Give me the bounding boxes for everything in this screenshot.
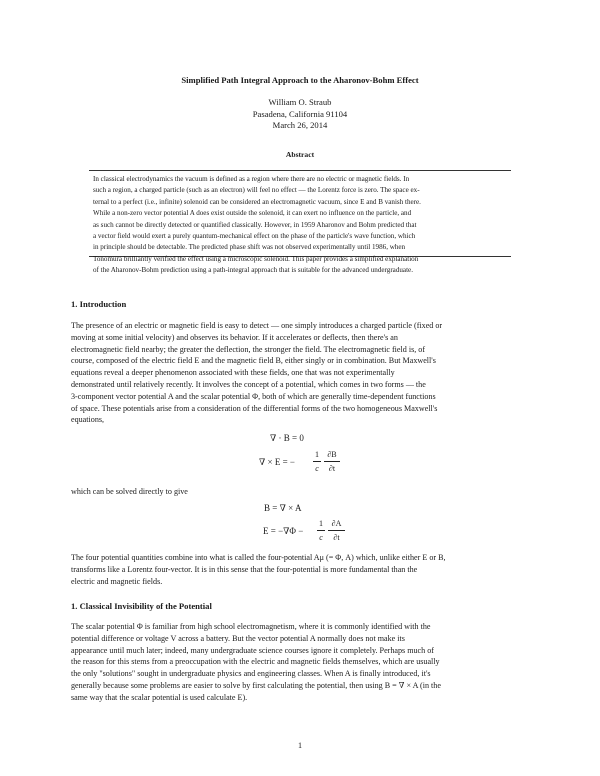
eq2-fraction-bar (313, 461, 321, 462)
equation-divergence-b: ∇ · B = 0 (270, 433, 304, 443)
abstract-line: such a region, a charged particle (such as an electron) will feel no effect — the Lorentz force is zero. The space ex- (93, 186, 420, 195)
abstract-heading: Abstract (285, 150, 315, 159)
equation-e-potential: E = −∇Φ − (263, 526, 304, 536)
author-name: William O. Straub (268, 97, 332, 107)
section-heading-invisibility: 1. Classical Invisibility of the Potential (71, 601, 212, 611)
paragraph-line: the reason for this stems from a preoccupation with the electric and magnetic fields themselves, which are usually (71, 657, 440, 667)
paragraph-line: equations reveal a deeper phenomenon associated with these fields, one that was not experimentally (71, 368, 395, 378)
paragraph-line: electromagnetic field nearby; the greater the deflection, the stronger the field. The electromagnetic field is, of (71, 344, 426, 354)
paragraph-line: the only "solutions" sought in undergraduate physics and engineering classes. When A is finally introduced, it's (71, 669, 431, 679)
abstract-line: of the Aharonov-Bohm prediction using a path-integral approach that is suitable for the advanced undergraduate. (93, 266, 413, 275)
solve-text (71, 486, 531, 498)
abstract-line: While a non-zero vector potential A does exist outside the solenoid, it can exert no influence on the particle, and (93, 209, 412, 218)
eq4-deriv-bar (328, 530, 345, 531)
paragraph-line: The four potential quantities combine into what is called the four-potential Aμ (= Φ, A) which, unlike either E or B, (71, 553, 446, 562)
eq4-deriv-den: ∂t (333, 533, 340, 542)
eq2-frac-num: 1 (315, 450, 319, 459)
paragraph-line: which can be solved directly to give (71, 487, 188, 496)
paragraph-line: equations, (71, 415, 105, 425)
eq2-deriv-num: ∂B (327, 450, 337, 459)
abstract-line: a vector field would exert a purely quantum-mechanical effect on the phase of the particle's wave function, which (93, 231, 416, 240)
paper-title: Simplified Path Integral Approach to the Aharonov-Bohm Effect (181, 75, 419, 85)
equation-b-curl-a: B = ∇ × A (264, 503, 302, 513)
paragraph-line: potential difference or voltage V across a battery. But the vector potential A normally does not make its (71, 633, 405, 643)
section-heading-introduction: 1. Introduction (71, 299, 127, 309)
paragraph-line: appearance until much later; indeed, many undergraduate science courses ignore it completely. Perhaps much of (71, 645, 434, 655)
eq2-frac-den: c (315, 464, 319, 473)
paragraph-line: The presence of an electric or magnetic field is easy to detect — one simply introduces a charged particle (fixed or (71, 321, 443, 330)
paragraph-line: of space. These potentials arise from a consideration of the differential forms of the two homogeneous Maxwell's (71, 403, 438, 413)
paragraph-line: The scalar potential Φ is familiar from high school electromagnetism, where it is commonly identified with the (71, 622, 431, 631)
abstract-line: in principle should be detectable. The predicted phase shift was not observed experimentally until 1986, when (93, 243, 406, 252)
eq4-frac-num: 1 (319, 519, 323, 528)
author-location: Pasadena, California 91104 (252, 108, 348, 119)
paragraph-line: same way that the scalar potential is used calculate E). (71, 692, 248, 702)
invisibility-paragraph (71, 621, 531, 704)
paragraph-line: 3-component vector potential A and the scalar potential Φ, both of which are generally time-dependent functions (71, 391, 436, 401)
eq4-frac-den: c (319, 533, 323, 542)
paragraph-line: demonstrated until relatively recently. It involves the concept of a potential, which comes in two forms — the (71, 379, 426, 389)
intro-paragraph (71, 320, 531, 426)
author-block (0, 97, 600, 132)
paragraph-line: electric and magnetic fields. (71, 576, 163, 586)
abstract-line: In classical electrodynamics the vacuum is defined as a region where there are no electric or magnetic fields. In (93, 175, 410, 183)
paragraph-line: transforms like a Lorentz four-vector. It is in this sense that the four-potential is more fundamental than the (71, 564, 418, 574)
abstract-line: as such cannot be directly detected or quantified classically. However, in 1959 Aharonov and Bohm predicted that (93, 220, 417, 229)
eq2-deriv-den: ∂t (328, 464, 336, 473)
abstract-line: Tonomura brilliantly verified the effect using a microscopic solenoid. This paper provides a simplified explanation (93, 254, 419, 263)
paragraph-line: course, composed of the electric field E and the magnetic field B, either singly or in combination. But Maxwell's (71, 356, 436, 366)
paragraph-line: moving at some initial velocity) and observes its behavior. If it accelerates or deflects, then there's an (71, 332, 398, 342)
abstract-text (93, 174, 507, 277)
eq4-fraction-bar (317, 530, 325, 531)
abstract-line: ternal to a perfect (i.e., infinite) solenoid can be considered an electromagnetic vacuum, since E and B vanish there. (93, 197, 421, 206)
eq2-deriv-bar (324, 461, 340, 462)
equation-curl-e: ∇ × E = − (259, 457, 296, 467)
four-potential-paragraph (71, 552, 531, 587)
eq4-deriv-num: ∂A (331, 519, 342, 528)
paragraph-line: generally because some problems are easier to solve by first calculating the potential, then using B = ∇ × A (in the (71, 680, 441, 690)
page-number: 1 (297, 741, 303, 750)
paper-date: March 26, 2014 (272, 120, 328, 131)
